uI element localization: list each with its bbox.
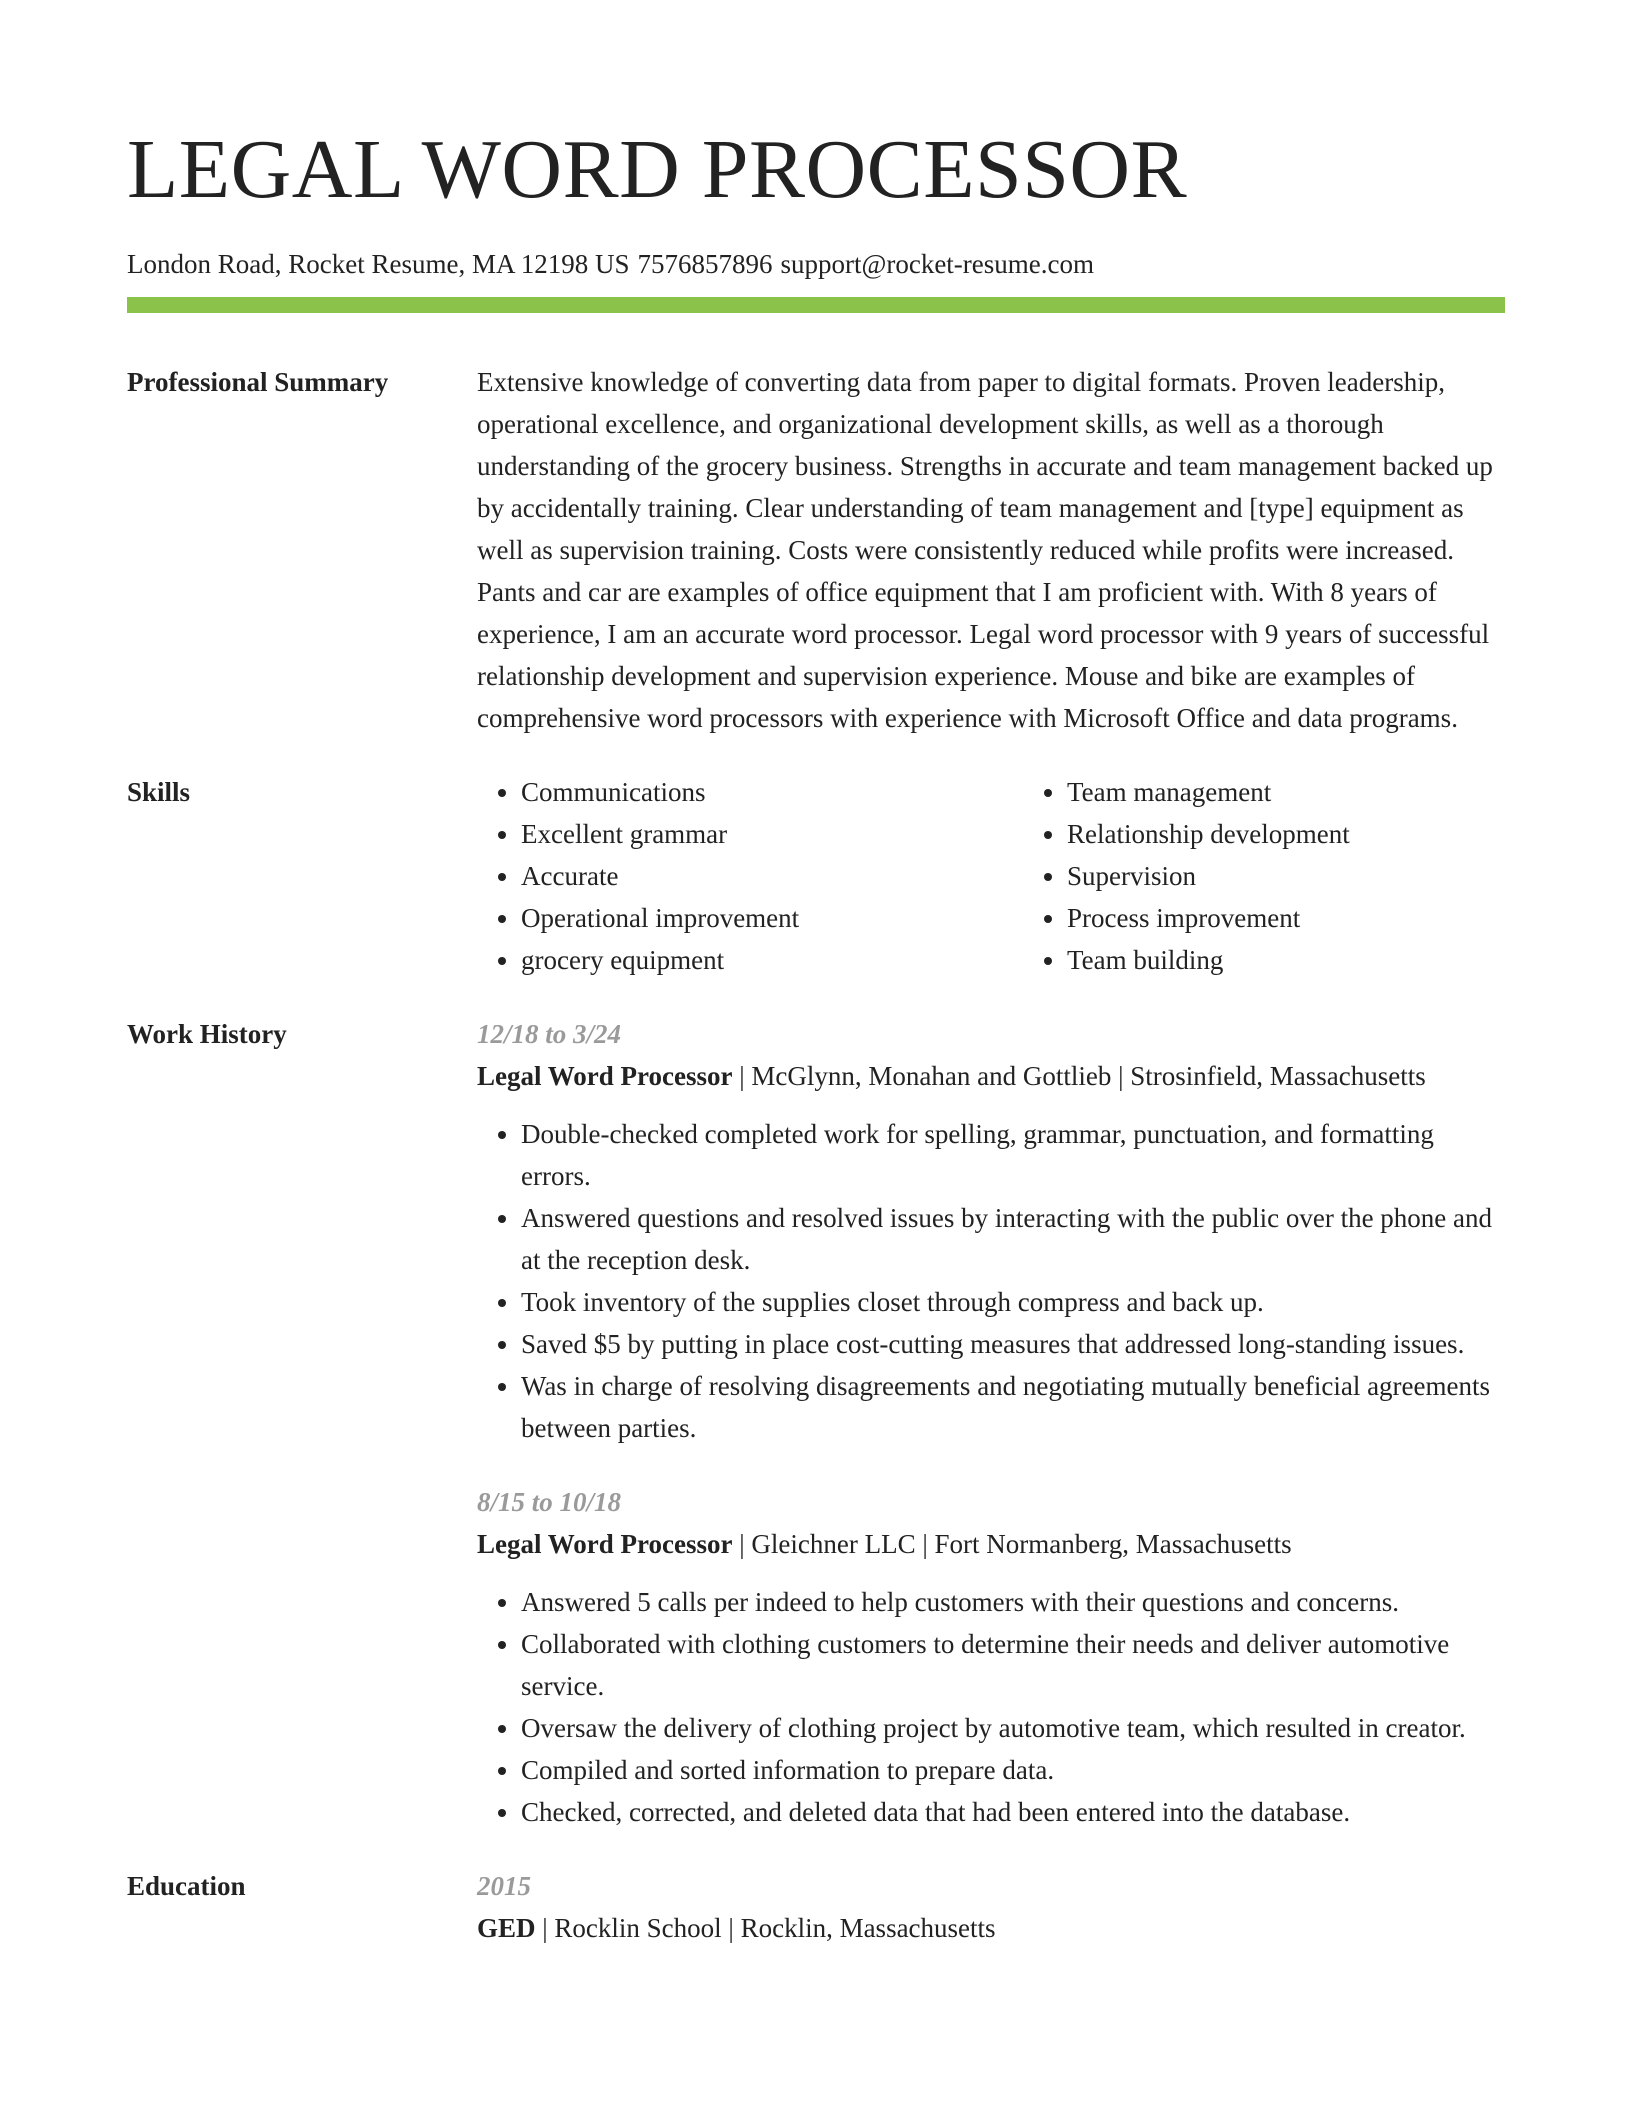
job-heading — [477, 1055, 1505, 1097]
skills-section — [127, 771, 1505, 981]
job-details: | Gleichner LLC | Fort Normanberg, Massachusetts — [732, 1529, 1292, 1559]
job-bullet: • Answered questions and resolved issues by interacting with the public over the phone and at the reception desk. — [521, 1197, 1505, 1281]
skill-item: • Team management — [1067, 771, 1569, 813]
job-bullet: • Took inventory of the supplies closet through compress and back up. — [521, 1281, 1505, 1323]
contact-address: London Road, Rocket Resume, MA 12198 US — [127, 249, 630, 279]
skill-item: • Team building — [1067, 939, 1569, 981]
job-bullet: • Compiled and sorted information to prepare data. — [521, 1749, 1505, 1791]
education-heading — [477, 1907, 1505, 1949]
education-details: | Rocklin School | Rocklin, Massachusetts — [535, 1913, 996, 1943]
skill-item: • grocery equipment — [521, 939, 1023, 981]
contact-email: support@rocket-resume.com — [780, 249, 1095, 279]
candidate-name: LEGAL WORD PROCESSOR — [127, 123, 1188, 216]
job-bullet: • Checked, corrected, and deleted data that had been entered into the database. — [521, 1791, 1505, 1833]
job-bullet: • Oversaw the delivery of clothing project by automotive team, which resulted in creator. — [521, 1707, 1505, 1749]
job-details: | McGlynn, Monahan and Gottlieb | Strosinfield, Massachusetts — [732, 1061, 1426, 1091]
job-bullet: • Was in charge of resolving disagreements and negotiating mutually beneficial agreements between parties. — [521, 1365, 1505, 1449]
work-history-section — [127, 1013, 1505, 1833]
education-year: 2015 — [477, 1871, 531, 1901]
education-section — [127, 1865, 1505, 1949]
section-label-skills: Skills — [127, 777, 191, 807]
skill-item: • Excellent grammar — [521, 813, 1023, 855]
header-divider — [127, 297, 1505, 313]
job-bullets — [477, 1113, 1505, 1449]
section-label-work-history: Work History — [127, 1019, 287, 1049]
skills-grid — [477, 771, 1569, 981]
job-entry — [477, 1013, 1505, 1449]
job-dates: 12/18 to 3/24 — [477, 1019, 622, 1049]
job-bullet: • Double-checked completed work for spelling, grammar, punctuation, and formatting errors. — [521, 1113, 1505, 1197]
skill-item: • Operational improvement — [521, 897, 1023, 939]
summary-text: Extensive knowledge of converting data from paper to digital formats. Proven leadership, operational excellence, and organizational development skills, as well as a thorough understanding of the grocery business. Strengths in accurate and team management backed up by accidentally training. Clear understanding of team management and [type] equipment as well as supervision training. Costs were consistently reduced while profits were increased. Pants and car are examples of office equipment that I am proficient with. With 8 years of experience, I am an accurate word processor. Legal word processor with 9 years of successful relationship development and supervision experience. Mouse and bike are examples of comprehensive word processors with experience with Microsoft Office and data programs. — [477, 367, 1493, 733]
job-bullet: • Collaborated with clothing customers to determine their needs and deliver automotive service. — [521, 1623, 1505, 1707]
job-bullet: • Answered 5 calls per indeed to help customers with their questions and concerns. — [521, 1581, 1505, 1623]
skill-item: • Accurate — [521, 855, 1023, 897]
job-bullet: • Saved $5 by putting in place cost-cutting measures that addressed long-standing issues. — [521, 1323, 1505, 1365]
job-title: Legal Word Processor — [477, 1061, 733, 1091]
job-heading — [477, 1523, 1505, 1565]
section-label-education: Education — [127, 1871, 246, 1901]
contact-line — [127, 246, 1505, 282]
summary-section — [127, 361, 1505, 739]
skill-item: • Process improvement — [1067, 897, 1569, 939]
job-entry — [477, 1481, 1505, 1833]
skill-item: • Supervision — [1067, 855, 1569, 897]
education-degree: GED — [477, 1913, 536, 1943]
contact-phone: 7576857896 — [637, 249, 773, 279]
skill-item: • Communications — [521, 771, 1023, 813]
job-dates: 8/15 to 10/18 — [477, 1487, 622, 1517]
job-bullets — [477, 1581, 1505, 1833]
job-title: Legal Word Processor — [477, 1529, 733, 1559]
skill-item: • Relationship development — [1067, 813, 1569, 855]
section-label-summary: Professional Summary — [127, 367, 389, 397]
skills-list-right — [1023, 771, 1569, 981]
skills-list-left — [477, 771, 1023, 981]
